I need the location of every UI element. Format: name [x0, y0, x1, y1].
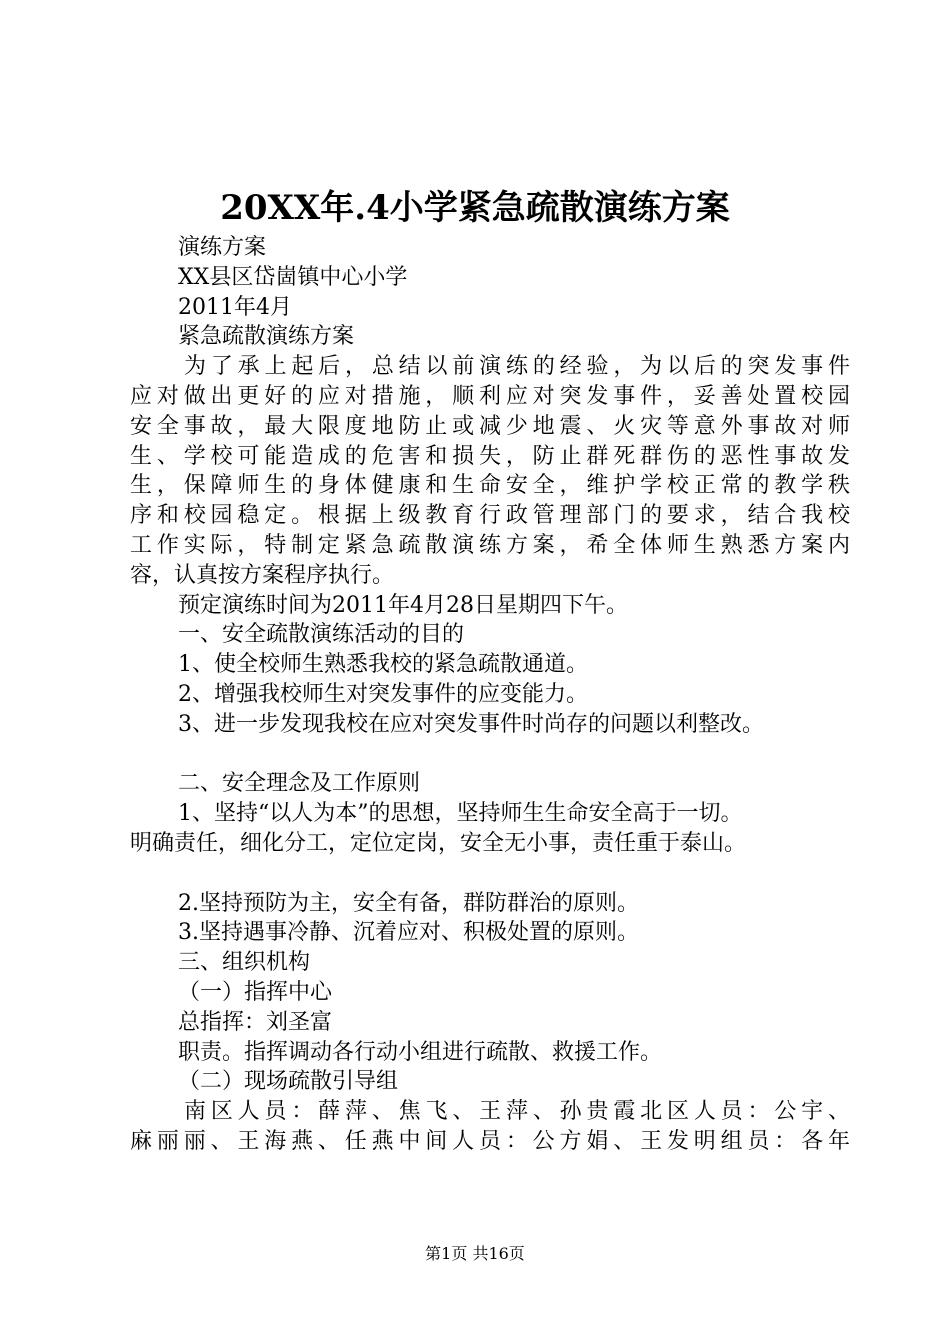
text-line: 一、安全疏散演练活动的目的: [178, 622, 465, 648]
text-line: 南区人员：薛萍、焦飞、王萍、孙贵霞北区人员：公宇、: [184, 1099, 850, 1125]
page-footer: 第1页 共16页: [425, 1244, 525, 1263]
text-line: （二）现场疏散引导组: [178, 1069, 399, 1095]
text-line: 紧急疏散演练方案: [178, 324, 355, 350]
text-line: 序和校园稳定。根据上级教育行政管理部门的要求，结合我校: [130, 503, 850, 529]
text-line: 2、增强我校师生对突发事件的应变能力。: [178, 681, 588, 707]
text-line: 应对做出更好的应对措施，顺利应对突发事件，妥善处置校园: [130, 383, 850, 409]
text-line: 三、组织机构: [178, 950, 311, 976]
text-line: 预定演练时间为2011年4月28日星期四下午。: [178, 592, 628, 618]
text-line: 容，认真按方案程序执行。: [130, 562, 395, 588]
text-line: 2.坚持预防为主，安全有备，群防群治的原则。: [178, 890, 639, 916]
text-line: 明确责任，细化分工，定位定岗，安全无小事，责任重于泰山。: [130, 830, 747, 856]
text-line: 1、使全校师生熟悉我校的紧急疏散通道。: [178, 652, 588, 678]
document-body: [130, 233, 850, 1157]
text-line: （一）指挥中心: [178, 979, 333, 1005]
text-line: 1、坚持“以人为本”的思想，坚持师生生命安全高于一切。: [178, 801, 743, 827]
text-line: 生、学校可能造成的危害和损失，防止群死群伤的恶性事故发: [130, 443, 850, 469]
text-line: XX县区岱崮镇中心小学: [178, 264, 408, 290]
text-line: 二、安全理念及工作原则: [178, 771, 421, 797]
text-line: 总指挥：刘圣富: [178, 1009, 333, 1035]
text-line: 为了承上起后，总结以前演练的经验，为以后的突发事件: [184, 354, 850, 380]
text-line: 3.坚持遇事冷静、沉着应对、积极处置的原则。: [178, 920, 639, 946]
text-line: 3、进一步发现我校在应对突发事件时尚存的问题以利整改。: [178, 711, 764, 737]
text-line: 安全事故，最大限度地防止或减少地震、火灾等意外事故对师: [130, 413, 850, 439]
blank-line: [130, 740, 850, 770]
text-line: 生，保障师生的身体健康和生命安全，维护学校正常的教学秩: [130, 473, 850, 499]
text-line: 职责。指挥调动各行动小组进行疏散、救援工作。: [178, 1039, 663, 1065]
page-title: 20XX年.4小学紧急疏散演练方案: [220, 188, 730, 228]
text-line: 演练方案: [178, 235, 267, 260]
text-line: 麻丽丽、王海燕、任燕中间人员：公方娟、王发明组员：各年: [130, 1128, 850, 1154]
text-line: 工作实际，特制定紧急疏散演练方案，希全体师生熟悉方案内: [130, 532, 850, 558]
text-line: 2011年4月: [178, 294, 292, 320]
blank-line: [130, 859, 850, 889]
